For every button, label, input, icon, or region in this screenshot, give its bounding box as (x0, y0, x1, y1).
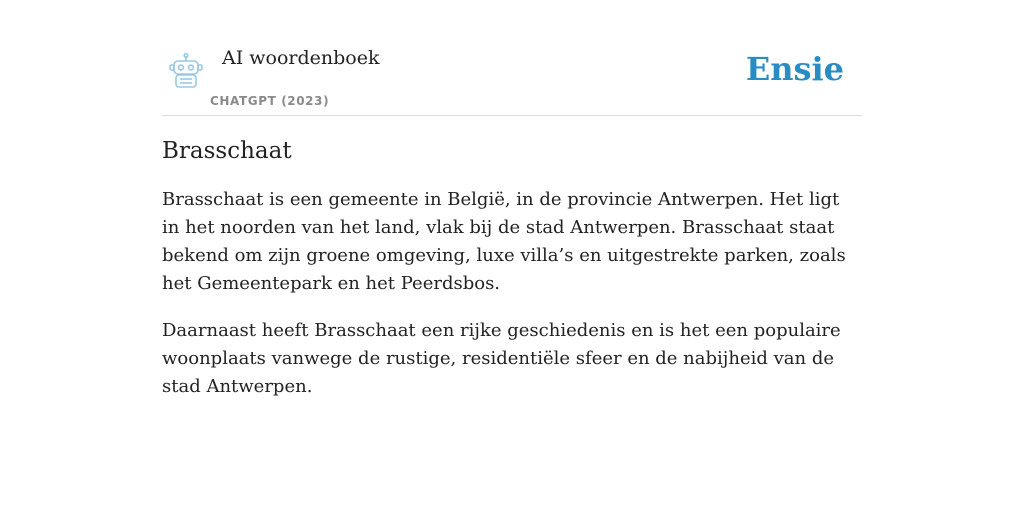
brand-logo-link[interactable]: Ensie (745, 50, 844, 88)
dictionary-title[interactable]: AI woordenboek (222, 47, 380, 69)
entry-paragraph: Daarnaast heeft Brasschaat een rijke geschiedenis en is het een populaire woonplaats vanwege de rustige, residentiële sfeer en de nabijheid van de stad Antwerpen. (162, 320, 841, 397)
robot-icon (166, 52, 206, 92)
entry-term: Brasschaat (162, 138, 292, 164)
dictionary-header (162, 40, 862, 116)
dictionary-source: CHATGPT (2023) (210, 94, 330, 108)
entry-content (162, 138, 862, 420)
entry-paragraph: Brasschaat is een gemeente in België, in de provincie Antwerpen. Het ligt in het noorden van het land, vlak bij de stad Antwerpen. Brasschaat staat bekend om zijn groene omgeving, luxe villa’s en uitgestrekte parken, zoals het Gemeentepark en het Peerdsbos. (162, 189, 846, 294)
